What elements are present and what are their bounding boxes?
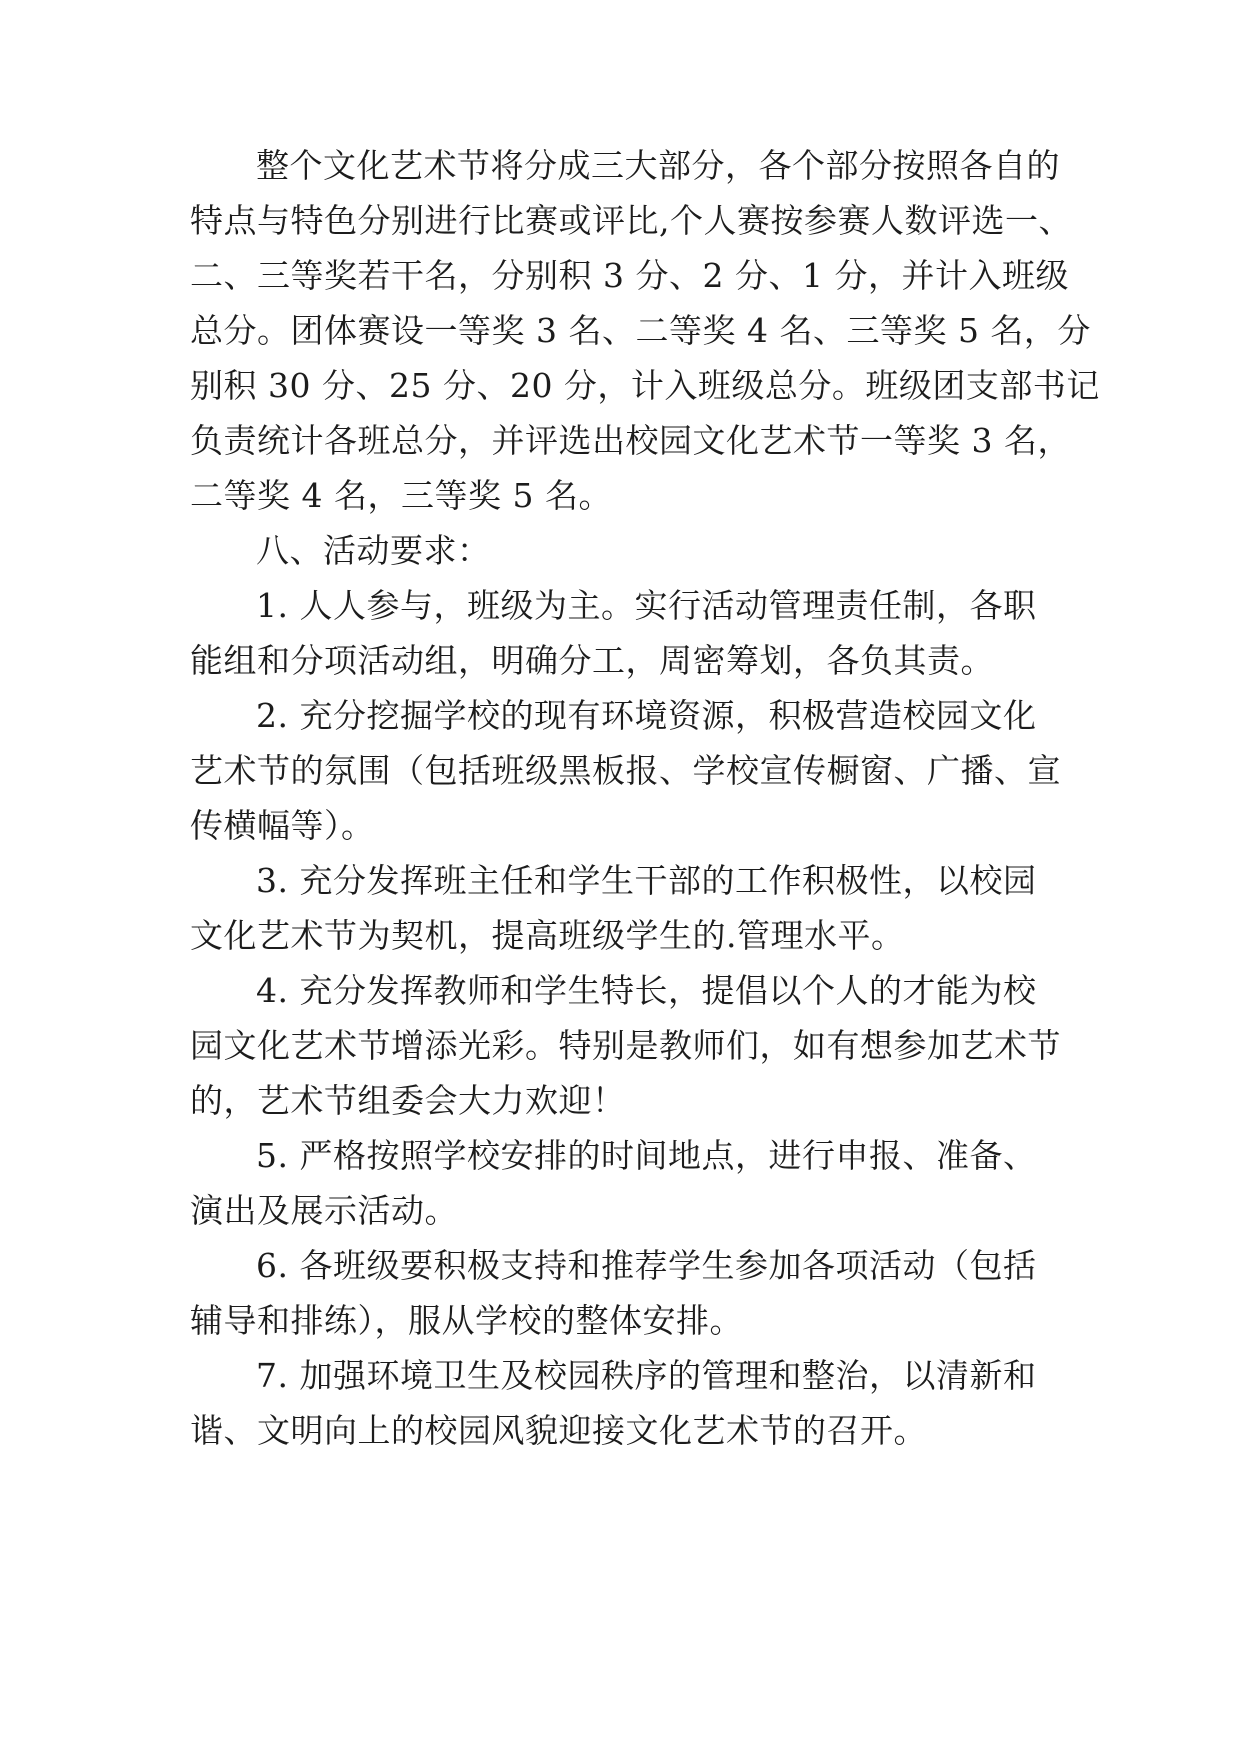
list-item-line: 2. 充分挖掘学校的现有环境资源，积极营造校园文化	[256, 696, 1037, 735]
paragraph-line: 整个文化艺术节将分成三大部分，各个部分按照各自的	[256, 146, 1060, 185]
paragraph-line: 负责统计各班总分，并评选出校园文化艺术节一等奖 3 名，	[190, 421, 1071, 460]
paragraph-line: 二、三等奖若干名，分别积 3 分、2 分、1 分，并计入班级	[190, 256, 1069, 295]
list-item-line: 5. 严格按照学校安排的时间地点，进行申报、准备、	[256, 1136, 1037, 1175]
paragraph-line: 二等奖 4 名，三等奖 5 名。	[190, 476, 612, 515]
list-item-line: 6. 各班级要积极支持和推荐学生参加各项活动（包括	[256, 1246, 1037, 1285]
list-item-line: 艺术节的氛围（包括班级黑板报、学校宣传橱窗、广播、宣	[190, 751, 1061, 790]
list-item-line: 辅导和排练），服从学校的整体安排。	[190, 1301, 743, 1340]
list-item-line: 1. 人人参与，班级为主。实行活动管理责任制，各职	[256, 586, 1037, 625]
list-item-line: 能组和分项活动组，明确分工，周密筹划，各负其责。	[190, 641, 994, 680]
paragraph-line: 总分。团体赛设一等奖 3 名、二等奖 4 名、三等奖 5 名，分	[190, 311, 1091, 350]
section-heading: 八、活动要求：	[256, 531, 491, 570]
paragraph-line: 别积 30 分、25 分、20 分，计入班级总分。班级团支部书记	[190, 366, 1100, 405]
list-item-line: 传横幅等）。	[190, 806, 375, 845]
list-item-line: 3. 充分发挥班主任和学生干部的工作积极性，以校园	[256, 861, 1037, 900]
list-item-line: 4. 充分发挥教师和学生特长，提倡以个人的才能为校	[256, 971, 1037, 1010]
paragraph-line: 特点与特色分别进行比赛或评比,个人赛按参赛人数评选一、	[190, 201, 1072, 240]
list-item-line: 谐、文明向上的校园风貌迎接文化艺术节的召开。	[190, 1411, 927, 1450]
list-item-line: 7. 加强环境卫生及校园秩序的管理和整治，以清新和	[256, 1356, 1037, 1395]
list-item-line: 演出及展示活动。	[190, 1191, 458, 1230]
list-item-line: 的，艺术节组委会大力欢迎！	[190, 1081, 626, 1120]
list-item-line: 文化艺术节为契机，提高班级学生的.管理水平。	[190, 916, 905, 955]
list-item-line: 园文化艺术节增添光彩。特别是教师们，如有想参加艺术节	[190, 1026, 1061, 1065]
